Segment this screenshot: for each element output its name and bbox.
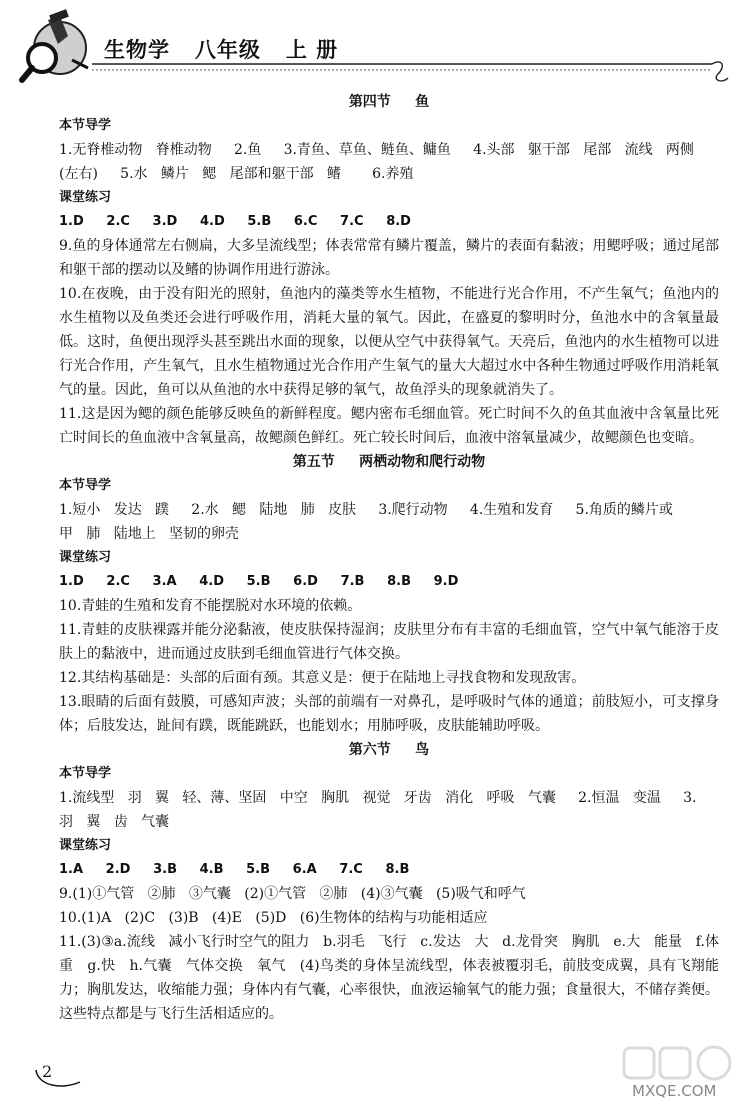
practice-label: 课堂练习	[59, 550, 112, 565]
answer-item: 13.眼睛的后面有鼓膜，可感知声波；头部的前端有一对鼻孔，是呼吸时气体的通道；前肢短小，可支撑身体；后肢发达，趾间有蹼，既能跳跃，也能划水；用肺呼吸，皮肤能辅助呼吸。	[59, 694, 719, 734]
microscope-logo-icon	[18, 8, 98, 86]
section-title: 第六节 鸟	[348, 742, 430, 758]
practice-label: 课堂练习	[59, 838, 112, 853]
answer-item: 9.鱼的身体通常左右侧扁，大多呈流线型；体表常常有鳞片覆盖，鳞片的表面有黏液；用鳃呼吸；通过尾部和躯干部的摆动以及鳍的协调作用进行游泳。	[59, 238, 719, 278]
answer-item: 10.(1)A (2)C (3)B (4)E (5)D (6)生物体的结构与功能相适应	[59, 910, 488, 926]
page-content	[59, 90, 719, 1026]
section-6	[59, 738, 719, 1026]
guide-label: 本节导学	[59, 766, 112, 781]
section-4	[59, 90, 719, 450]
answer-item: 9.(1)①气管 ②肺 ③气囊 (2)①气管 ②肺 (4)③气囊 (5)吸气和呼气	[59, 886, 526, 902]
answer-item: 11.(3)③a.流线 减小飞行时空气的阻力 b.羽毛 飞行 c.发达 大 d.龙骨突 胸肌 e.大 能量 f.体重 g.快 h.气囊 气体交换 氧气 (4)鸟类的身体呈流线型，体表被覆羽毛，前肢变成翼，具有飞翔能力；胸肌发达，收缩能力强；身体内有气囊，心率很快，血液运输氧气的能力强；食量很大，不储存粪便。这些特点都是与飞行生活相适应的。	[59, 934, 719, 1022]
answer-item: 10.在夜晚，由于没有阳光的照射，鱼池内的藻类等水生植物，不能进行光合作用，不产生氧气；鱼池内的水生植物以及鱼类还会进行呼吸作用，消耗大量的氧气。因此，在盛夏的黎明时分，鱼池水中的含氧量最低。这时，鱼便出现浮头甚至跳出水面的现象，以便从空气中获得氧气。天亮后，鱼池内的水生植物可以进行光合作用，产生氧气，且水生植物通过光合作用产生氧气的量大大超过水中各种生物通过呼吸作用消耗氧气的量。因此，鱼可以从鱼池的水中获得足够的氧气，故鱼浮头的现象就消失了。	[59, 286, 719, 398]
guide-label: 本节导学	[59, 478, 112, 493]
practice-label: 课堂练习	[59, 190, 112, 205]
answer-item: 10.青蛙的生殖和发育不能摆脱对水环境的依赖。	[59, 598, 362, 614]
section-title: 第四节 鱼	[348, 94, 430, 110]
guide-line: 1.流线型 羽 翼 轻、薄、坚固 中空 胸肌 视觉 牙齿 消化 呼吸 气囊 2.恒温 变温 3.	[59, 790, 697, 806]
guide-label: 本节导学	[59, 118, 112, 133]
header-title: 生物学 八年级 上 册	[104, 38, 339, 62]
answer-item: 11.这是因为鳃的颜色能够反映鱼的新鲜程度。鳃内密布毛细血管。死亡时间不久的鱼其血液中含氧量比死亡时间长的鱼血液中含氧量高，故鳃颜色鲜红。死亡较长时间后，血液中溶氧量减少，故鳃颜色也变暗。	[59, 406, 719, 446]
answer-row: 1.A 2.D 3.B 4.B 5.B 6.A 7.C 8.B	[59, 862, 410, 877]
guide-line: 1.无脊椎动物 脊椎动物 2.鱼 3.青鱼、草鱼、鲢鱼、鳙鱼 4.头部 躯干部 尾部 流线 两侧	[59, 142, 694, 158]
answer-row: 1.D 2.C 3.A 4.D 5.B 6.D 7.B 8.B 9.D	[59, 574, 459, 589]
watermark-text: MXQE.COM	[632, 1082, 717, 1100]
guide-line: 甲 肺 陆地上 坚韧的卵壳	[59, 526, 240, 542]
guide-line: 羽 翼 齿 气囊	[59, 814, 170, 830]
answer-item: 11.青蛙的皮肤裸露并能分泌黏液，使皮肤保持湿润；皮肤里分布有丰富的毛细血管，空气中氧气能溶于皮肤上的黏液中，进而通过皮肤到毛细血管进行气体交换。	[59, 622, 719, 662]
page-number: 2	[42, 1062, 53, 1081]
answer-row: 1.D 2.C 3.D 4.D 5.B 6.C 7.C 8.D	[59, 214, 411, 229]
section-5	[59, 450, 719, 738]
section-title: 第五节 两栖动物和爬行动物	[292, 454, 486, 470]
guide-line: 1.短小 发达 蹼 2.水 鳃 陆地 肺 皮肤 3.爬行动物 4.生殖和发育 5.角质的鳞片或	[59, 502, 673, 518]
page-header	[0, 0, 750, 95]
answer-item: 12.其结构基础是：头部的后面有颈。其意义是：便于在陆地上寻找食物和发现敌害。	[59, 670, 586, 686]
guide-line: (左右) 5.水 鳞片 鳃 尾部和躯干部 鳍 6.养殖	[59, 166, 414, 182]
